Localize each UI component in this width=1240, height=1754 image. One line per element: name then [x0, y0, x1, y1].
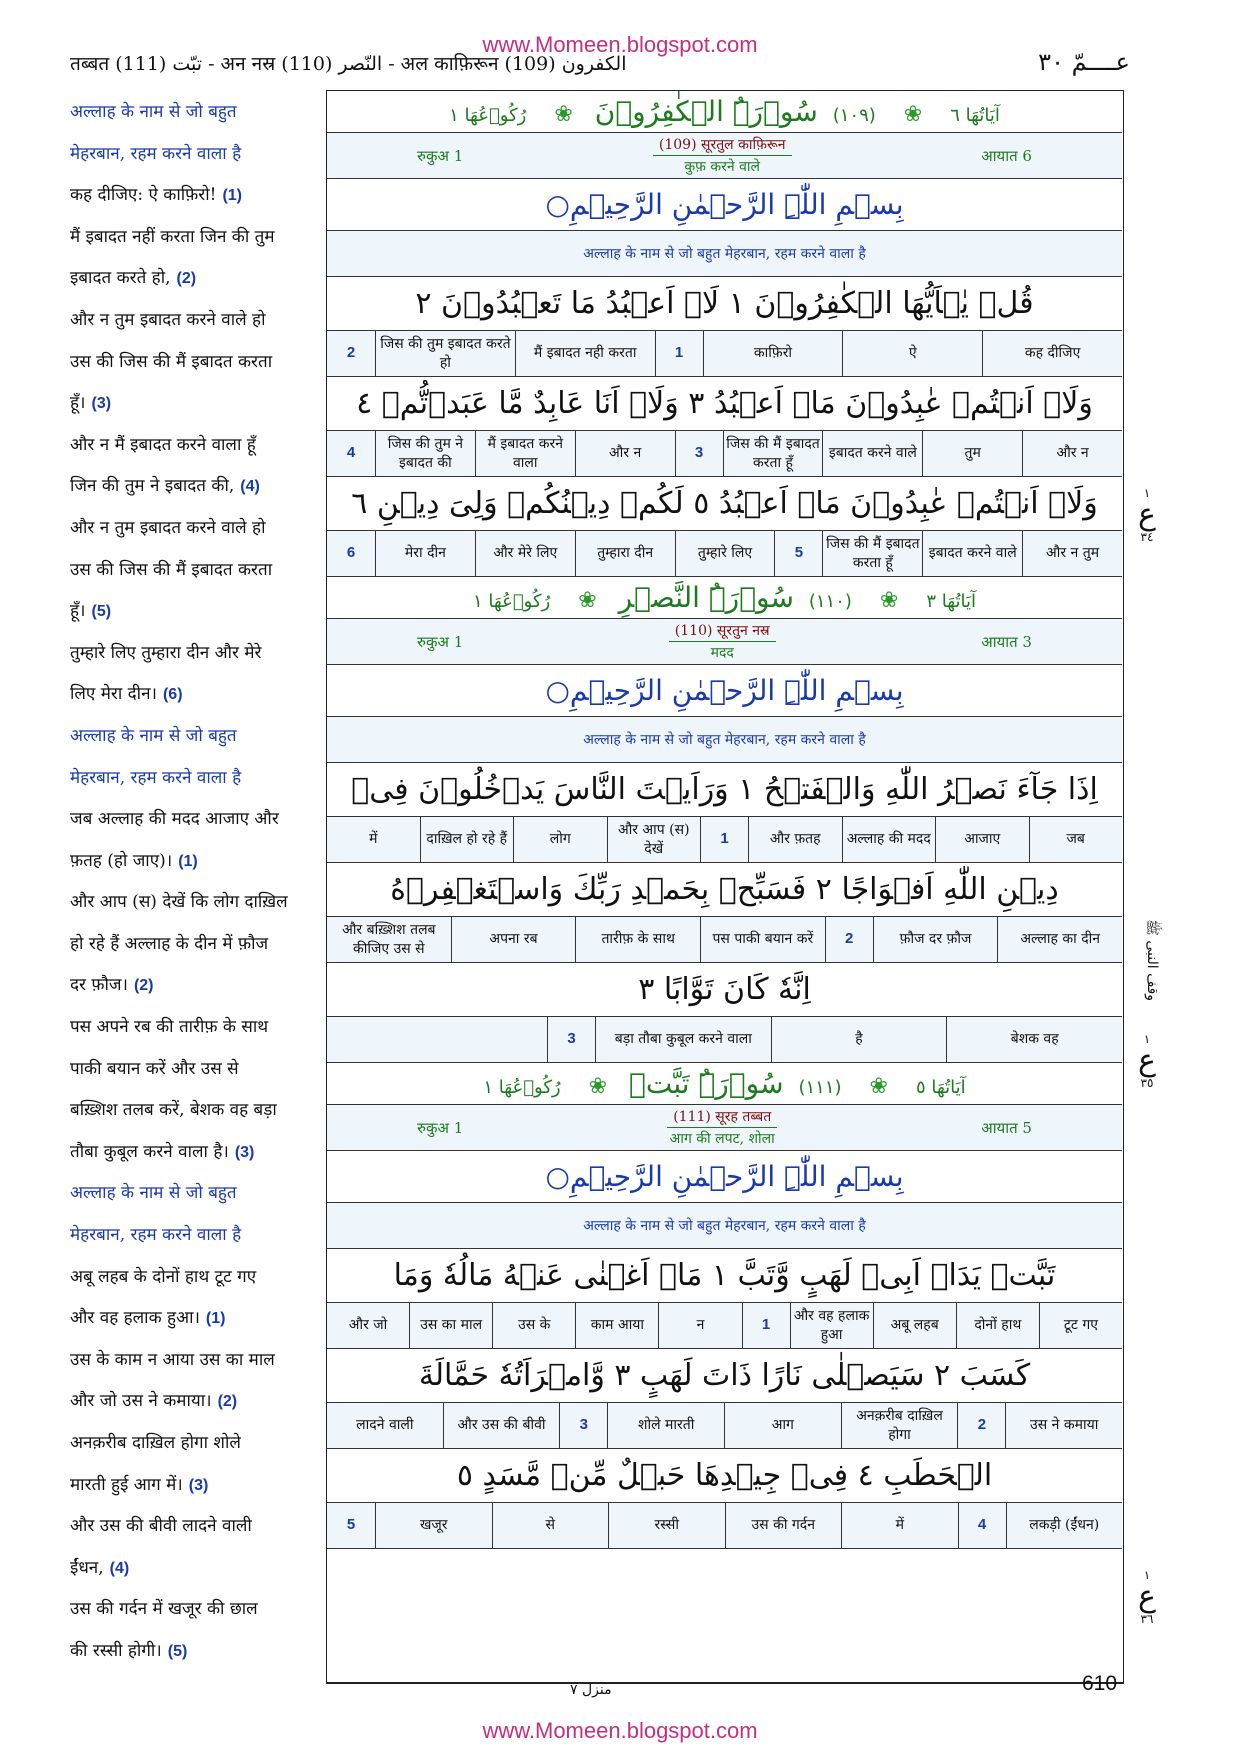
- translation-line: [70, 1423, 316, 1465]
- word-meaning-cell: दाख़िल हो रहे हैं: [420, 817, 514, 862]
- translation-line: [70, 716, 316, 758]
- verse-number-cell: 2: [825, 917, 873, 962]
- word-meaning-cell: अनक़रीब दाख़िल होगा: [841, 1403, 958, 1448]
- translation-line: [70, 134, 316, 176]
- translation-text: उस के काम न आया उस का माल: [70, 1349, 275, 1370]
- ruku-count: رُكُوۡعُهَا ١: [449, 105, 527, 126]
- bismillah-row: [327, 179, 1122, 231]
- word-meaning-cell: और न: [575, 431, 675, 476]
- word-meaning-cell: टूट गए: [1039, 1303, 1122, 1348]
- surah-info: [327, 1105, 1122, 1151]
- ruku-count: رُكُوۡعُهَا ١: [483, 1077, 561, 1098]
- word-meaning-row: [327, 817, 1122, 863]
- arabic-text: قُلۡ يٰۤاَيُّهَا الۡكٰفِرُوۡنَ ١ لَاۤ اَعۡبُدُ مَا تَعۡبُدُوۡنَ ٢: [415, 286, 1034, 321]
- word-meaning-cell: तुम्हारे लिए: [675, 531, 775, 576]
- bismillah-arabic: بِسۡمِ اللّٰہِ الرَّحۡمٰنِ الرَّحِیۡمِ○: [545, 188, 904, 221]
- arabic-text: دِيۡنِ اللّٰهِ اَفۡوَاجًا ٢ فَسَبِّحۡ بِحَمۡدِ رَبِّكَ وَاسۡتَغۡفِرۡهُ: [390, 872, 1059, 907]
- surah-meaning: कुफ़ करने वाले: [684, 159, 761, 175]
- word-meaning-cell: दोनों हाथ: [956, 1303, 1039, 1348]
- verse-number: (5): [91, 603, 112, 621]
- translation-line: [70, 799, 316, 841]
- translation-text: उस की जिस की मैं इबादत करता: [70, 351, 273, 372]
- bismillah-translation-row: [327, 231, 1122, 277]
- translation-line: [70, 508, 316, 550]
- ayat-label: आयात 6: [981, 146, 1032, 165]
- bismillah-arabic: بِسۡمِ اللّٰہِ الرَّحۡمٰنِ الرَّحِیۡمِ○: [545, 1160, 904, 1193]
- translation-line: [70, 1548, 316, 1590]
- translation-text: तुम्हारे लिए तुम्हारा दीन और मेरे: [70, 642, 262, 663]
- arabic-line: [327, 377, 1122, 431]
- verse-number: (5): [167, 1642, 188, 1660]
- translation-text: और जो उस ने कमाया।: [70, 1391, 212, 1412]
- translation-text: मेहरबान, रहम करने वाला है: [70, 143, 242, 164]
- translation-text: मेहरबान, रहम करने वाला है: [70, 767, 242, 788]
- word-meaning-cell: और उस की बीवी: [443, 1403, 560, 1448]
- surah-heading: [327, 1063, 1122, 1105]
- word-meaning-row: [327, 431, 1122, 477]
- ayat-label: आयात 3: [981, 632, 1032, 651]
- ruku-count: رُكُوۡعُهَا ١: [472, 591, 551, 612]
- word-meaning-cell: और न: [1022, 431, 1122, 476]
- translation-text: उस की जिस की मैं इबादत करता: [70, 559, 273, 580]
- word-meaning-cell: न: [658, 1303, 741, 1348]
- word-meaning-cell: और न तुम: [1022, 531, 1122, 576]
- word-meaning-cell: में: [841, 1503, 958, 1548]
- verse-number-cell: 1: [742, 1303, 790, 1348]
- verse-number-cell: 1: [700, 817, 748, 862]
- translation-line: [70, 1257, 316, 1299]
- word-meaning-cell: काम आया: [575, 1303, 658, 1348]
- translation-text: और न मैं इबादत करने वाला हूँ: [70, 434, 256, 455]
- bismillah-translation-row: [327, 1203, 1122, 1249]
- translation-line: [70, 550, 316, 592]
- translation-line: [70, 1132, 316, 1174]
- translation-text: कह दीजिए: ऐ काफ़िरो!: [70, 185, 217, 206]
- translation-line: [70, 758, 316, 800]
- arabic-line: [327, 477, 1122, 531]
- translation-line: [70, 300, 316, 342]
- verse-number: (2): [133, 977, 154, 995]
- word-grid: [326, 90, 1124, 1684]
- translation-line: [70, 217, 316, 259]
- translation-line: [70, 591, 316, 633]
- translation-line: [70, 1340, 316, 1382]
- ayat-count: آيَاتُهَا ٥: [915, 1077, 966, 1098]
- surah-meaning: आग की लपट, शोला: [669, 1131, 775, 1147]
- word-meaning-row: [327, 1503, 1122, 1549]
- surah-title-block: [653, 135, 792, 176]
- translation-text: अबू लहब के दोनों हाथ टूट गए: [70, 1266, 257, 1287]
- translation-text: अल्लाह के नाम से जो बहुत: [70, 725, 237, 746]
- translation-text: जब अल्लाह की मदद आजाए और: [70, 809, 279, 830]
- ruku-label: रुकुअ 1: [417, 632, 464, 651]
- watermark-top: www.Momeen.blogspot.com: [482, 32, 758, 57]
- word-meaning-cell: जिस की तुम ने इबादत की: [375, 431, 475, 476]
- translation-line: [70, 466, 316, 508]
- manzil-label: منزل ٧: [570, 1682, 612, 1698]
- word-meaning-cell: और फ़तह: [748, 817, 842, 862]
- translation-text: पस अपने रब की तारीफ़ के साथ: [70, 1017, 269, 1038]
- word-meaning-cell: जिस की मैं इबादत करता हूँ: [822, 531, 922, 576]
- verse-number: (3): [91, 395, 112, 413]
- word-meaning-cell: फ़ौज दर फ़ौज: [873, 917, 998, 962]
- arabic-text: كَسَبَ ٢ سَيَصۡلٰى نَارًا ذَاتَ لَهَبٍ ٣ وَّامۡرَاَتُهٗ حَمَّالَةَ: [418, 1358, 1031, 1393]
- word-meaning-cell: अबू लहब: [873, 1303, 956, 1348]
- translation-text: और उस की बीवी लादने वाली: [70, 1516, 252, 1537]
- translation-line: [70, 1631, 316, 1673]
- word-meaning-cell: अल्लाह की मदद: [842, 817, 936, 862]
- arabic-text: اِنَّهٗ كَانَ تَوَّابًا ٣: [638, 972, 811, 1007]
- translation-text: उस की गर्दन में खजूर की छाल: [70, 1599, 258, 1620]
- word-meaning-cell: लकड़ी (ईंधन): [1006, 1503, 1123, 1548]
- waqf-mark: وقف النبى ﷺ: [1144, 918, 1160, 1002]
- word-meaning-cell: [327, 1017, 547, 1062]
- word-meaning-row: [327, 1303, 1122, 1349]
- translation-text: हो रहे हैं अल्लाह के दीन में फ़ौज: [70, 933, 269, 954]
- word-meaning-cell: आग: [724, 1403, 841, 1448]
- translation-text: मारती हुई आग में।: [70, 1474, 183, 1495]
- arabic-text: الۡحَطَبِ ٤ فِىۡ جِيۡدِهَا حَبۡلٌ مِّنۡ مَّسَدٍ ٥: [456, 1458, 993, 1493]
- surah-meaning: मदद: [710, 645, 734, 661]
- translation-text: और वह हलाक हुआ।: [70, 1308, 200, 1329]
- word-meaning-cell: और वह हलाक हुआ: [790, 1303, 873, 1348]
- bismillah-translation-row: [327, 717, 1122, 763]
- word-meaning-cell: खजूर: [375, 1503, 492, 1548]
- word-meaning-cell: और जो: [348, 1317, 388, 1334]
- word-meaning-cell: मैं इबादत नही करता: [515, 331, 655, 376]
- surah-heading: [327, 577, 1122, 619]
- translation-line: [70, 1090, 316, 1132]
- word-meaning-cell: उस का माल: [409, 1303, 492, 1348]
- surah-heading-text: [477, 1067, 971, 1100]
- translation-text: पाकी बयान करें और उस से: [70, 1058, 239, 1079]
- translation-text: दर फ़ौज।: [70, 975, 128, 996]
- surah-title: (109) सूरतुल काफ़िरून: [653, 135, 792, 156]
- word-meaning-cell: और बख़्शिश तलब कीजिए उस से: [342, 921, 436, 957]
- word-meaning-cell: इबादत करने वाले: [922, 531, 1022, 576]
- translation-line: [70, 1298, 316, 1340]
- translation-text: फ़तह (हो जाए)।: [70, 850, 173, 871]
- translation-line: [70, 1049, 316, 1091]
- translation-line: [70, 674, 316, 716]
- translation-text: अनक़रीब दाख़िल होगा शोले: [70, 1433, 241, 1453]
- verse-number: (3): [234, 1143, 255, 1161]
- verse-number: (4): [109, 1559, 130, 1577]
- header-surah-names: तब्बत (111) تبّت - अन नस्र (110) النّصر - अल काफ़िरून (109) الكفرون: [70, 53, 627, 75]
- translation-line: [70, 882, 316, 924]
- surah-title: (110) सूरतुन नस्र: [669, 621, 776, 642]
- surah-heading-text: [467, 581, 982, 614]
- translation-text: जिन की तुम ने इबादत की,: [70, 476, 235, 497]
- translation-text: अल्लाह के नाम से जो बहुत: [70, 1183, 237, 1204]
- surah-number: (١٠٩): [832, 105, 876, 126]
- page-number: 610: [1082, 1672, 1118, 1695]
- translation-line: [70, 1173, 316, 1215]
- ruku-label: रुकुअ 1: [417, 146, 464, 165]
- translation-line: [70, 1381, 316, 1423]
- translation-text: अल्लाह के नाम से जो बहुत: [70, 102, 237, 122]
- verse-number: (3): [188, 1476, 209, 1494]
- word-meaning-cell: रस्सी: [608, 1503, 725, 1548]
- flower-icon: ❀: [903, 102, 923, 127]
- word-meaning-cell: ऐ: [842, 331, 982, 376]
- translation-column: [70, 92, 316, 1682]
- translation-text: इबादत करते हो,: [70, 268, 171, 289]
- word-meaning-cell: अल्लाह का दीन: [997, 917, 1122, 962]
- surah-heading: [327, 91, 1122, 133]
- verse-number-cell: 5: [774, 531, 822, 576]
- translation-text: की रस्सी होगी।: [70, 1640, 162, 1661]
- surah-heading-text: [443, 95, 1006, 128]
- word-meaning-cell: तुम्हारा दीन: [575, 531, 675, 576]
- translation-text: ईंधन,: [70, 1557, 104, 1578]
- word-meaning-cell: जब: [1029, 817, 1123, 862]
- translation-line: [70, 1589, 316, 1631]
- word-meaning-cell: जिस की मैं इबादत करता हूँ: [723, 431, 823, 476]
- arabic-text: اِذَا جَآءَ نَصۡرُ اللّٰهِ وَالۡفَتۡحُ ١ وَرَاَيۡتَ النَّاسَ يَدۡخُلُوۡنَ فِىۡ: [351, 772, 1098, 807]
- bismillah-arabic: بِسۡمِ اللّٰہِ الرَّحۡمٰنِ الرَّحِیۡمِ○: [545, 674, 904, 707]
- word-meaning-cell: उस की गर्दन: [725, 1503, 842, 1548]
- surah-title: (111) सूरह तब्बत: [667, 1107, 777, 1128]
- word-meaning-cell: और आप (स) देखें: [607, 817, 701, 862]
- verse-number-cell: 3: [547, 1017, 595, 1062]
- arabic-line: [327, 963, 1122, 1017]
- surah-info: [327, 619, 1122, 665]
- word-meaning-cell: उस ने कमाया: [1005, 1403, 1122, 1448]
- translation-line: [70, 1506, 316, 1548]
- translation-text: और न तुम इबादत करने वाले हो: [70, 309, 266, 330]
- surah-name: سُوۡرَۃُ الۡكٰفِرُوۡنَ: [594, 95, 818, 128]
- translation-line: [70, 1215, 316, 1257]
- word-meaning-cell: है: [771, 1017, 947, 1062]
- word-meaning-row: [327, 531, 1122, 577]
- arabic-text: وَلَاۤ اَنۡتُمۡ عٰبِدُوۡنَ مَاۤ اَعۡبُدُ ٥ لَكُمۡ دِيۡنُكُمۡ وَلِىَ دِيۡنِ ٦: [351, 486, 1098, 521]
- word-meaning-row: [327, 1403, 1122, 1449]
- ayat-count: آيَاتُهَا ٣: [926, 591, 977, 612]
- word-meaning-cell: आजाए: [935, 817, 1029, 862]
- word-meaning-cell: उस के: [492, 1303, 575, 1348]
- verse-number-cell: 1: [655, 331, 703, 376]
- word-meaning-cell: बेशक वह: [946, 1017, 1122, 1062]
- word-meaning-cell: इबादत करने वाले: [822, 431, 922, 476]
- arabic-line: [327, 1249, 1122, 1303]
- arabic-line: [327, 863, 1122, 917]
- translation-text: हूँ।: [70, 393, 86, 414]
- translation-line: [70, 92, 316, 134]
- verse-number: (1): [178, 852, 198, 870]
- bismillah-translation: अल्लाह के नाम से जो बहुत मेहरबान, रहम करने वाला है: [583, 732, 866, 748]
- word-meaning-cell: बड़ा तौबा कुबूल करने वाला: [595, 1017, 771, 1062]
- arabic-line: [327, 1349, 1122, 1403]
- translation-line: [70, 841, 316, 883]
- flower-icon: ❀: [869, 1074, 888, 1099]
- verse-number-cell: 5: [346, 1516, 356, 1534]
- word-meaning-cell: लोग: [513, 817, 607, 862]
- translation-line: [70, 425, 316, 467]
- arabic-text: وَلَاۤ اَنۡتُمۡ عٰبِدُوۡنَ مَاۤ اَعۡبُدُ ٣ وَلَاۤ اَنَا عَابِدٌ مَّا عَبَدۡتُّمۡ ٤: [356, 386, 1093, 421]
- surah-number: (١١٠): [808, 591, 852, 612]
- ruku-mark-3: ١ ع ٣٦: [1138, 1568, 1156, 1626]
- page-header: [70, 48, 1130, 78]
- verse-number: (1): [222, 187, 242, 205]
- arabic-line: [327, 1449, 1122, 1503]
- translation-text: और न तुम इबादत करने वाले हो: [70, 517, 266, 538]
- translation-line: [70, 342, 316, 384]
- flower-icon: ❀: [578, 588, 597, 613]
- bismillah-row: [327, 1151, 1122, 1203]
- surah-name: سُوۡرَۃُ النَّصۡرِ: [618, 581, 794, 614]
- ruku-mark-2: ١ ع ٣٥: [1138, 1032, 1156, 1090]
- word-meaning-row: [327, 1017, 1122, 1063]
- word-meaning-cell: मेरा दीन: [375, 531, 475, 576]
- translation-line: [70, 965, 316, 1007]
- translation-text: बख़्शिश तलब करें, बेशक वह बड़ा: [70, 1100, 277, 1121]
- bismillah-translation: अल्लाह के नाम से जो बहुत मेहरबान, रहम करने वाला है: [583, 1218, 866, 1234]
- translation-text: हूँ।: [70, 601, 86, 622]
- surah-title-block: [667, 1107, 777, 1148]
- word-meaning-cell: और मेरे लिए: [475, 531, 575, 576]
- translation-text: तौबा कुबूल करने वाला है।: [70, 1141, 229, 1162]
- verse-number: (1): [205, 1310, 226, 1328]
- verse-number-cell: 2: [346, 344, 356, 362]
- word-meaning-row: [327, 917, 1122, 963]
- translation-text: मेहरबान, रहम करने वाला है: [70, 1225, 242, 1246]
- word-meaning-cell: तुम: [922, 431, 1022, 476]
- word-meaning-cell: में: [369, 831, 378, 848]
- verse-number: (2): [217, 1393, 238, 1411]
- word-meaning-cell: शोले मारती: [607, 1403, 724, 1448]
- surah-number: (١١١): [798, 1077, 842, 1098]
- verse-number-cell: 3: [559, 1403, 607, 1448]
- word-meaning-cell: अपना रब: [451, 917, 576, 962]
- verse-number-cell: 2: [957, 1403, 1005, 1448]
- translation-line: [70, 175, 316, 217]
- watermark-bottom: www.Momeen.blogspot.com: [482, 1718, 758, 1743]
- verse-number-cell: 6: [346, 544, 356, 562]
- bismillah-translation: अल्लाह के नाम से जो बहुत मेहरबान, रहम करने वाला है: [583, 246, 866, 262]
- translation-line: [70, 258, 316, 300]
- translation-text: मैं इबादत नहीं करता जिन की तुम: [70, 226, 275, 247]
- word-meaning-row: [327, 331, 1122, 377]
- verse-number-cell: 3: [675, 431, 723, 476]
- verse-number-cell: 4: [958, 1503, 1006, 1548]
- word-meaning-cell: काफ़िरो: [703, 331, 843, 376]
- ayat-label: आयात 5: [981, 1118, 1032, 1137]
- surah-title-block: [669, 621, 776, 662]
- translation-line: [70, 924, 316, 966]
- translation-line: [70, 633, 316, 675]
- verse-number: (2): [176, 270, 197, 288]
- flower-icon: ❀: [588, 1074, 608, 1099]
- verse-number: (4): [240, 478, 260, 496]
- ruku-label: रुकुअ 1: [417, 1118, 464, 1137]
- translation-text: लिए मेरा दीन।: [70, 684, 157, 705]
- verse-number-cell: 4: [346, 444, 356, 462]
- translation-line: [70, 383, 316, 425]
- ruku-mark-1: ١ ع ٣٤: [1138, 486, 1156, 544]
- header-juz: عــــمّ ٣٠: [1038, 48, 1130, 76]
- flower-icon: ❀: [879, 588, 899, 613]
- ayat-count: آيَاتُهَا ٦: [950, 105, 1000, 126]
- word-meaning-cell: मैं इबादत करने वाला: [475, 431, 575, 476]
- arabic-line: [327, 277, 1122, 331]
- word-meaning-cell: जिस की तुम इबादत करते हो: [375, 331, 515, 376]
- bismillah-row: [327, 665, 1122, 717]
- surah-info: [327, 133, 1122, 179]
- word-meaning-cell: तारीफ़ के साथ: [575, 917, 700, 962]
- arabic-line: [327, 763, 1122, 817]
- translation-line: [70, 1007, 316, 1049]
- surah-name: سُوۡرَۃُ تَبَّتۡ: [629, 1067, 784, 1100]
- arabic-text: تَبَّتۡ يَدَاۤ اَبِىۡ لَهَبٍ وَّتَبَّ ١ مَاۤ اَغۡنٰى عَنۡهُ مَالُهٗ وَمَا: [393, 1258, 1056, 1293]
- translation-text: और आप (स) देखें कि लोग दाख़िल: [70, 892, 288, 913]
- word-meaning-cell: लादने वाली: [356, 1417, 414, 1434]
- word-meaning-cell: कह दीजिए: [982, 331, 1122, 376]
- word-meaning-cell: से: [492, 1503, 609, 1548]
- word-meaning-cell: पस पाकी बयान करें: [700, 917, 825, 962]
- translation-line: [70, 1465, 316, 1507]
- verse-number: (6): [162, 686, 183, 704]
- flower-icon: ❀: [554, 102, 573, 127]
